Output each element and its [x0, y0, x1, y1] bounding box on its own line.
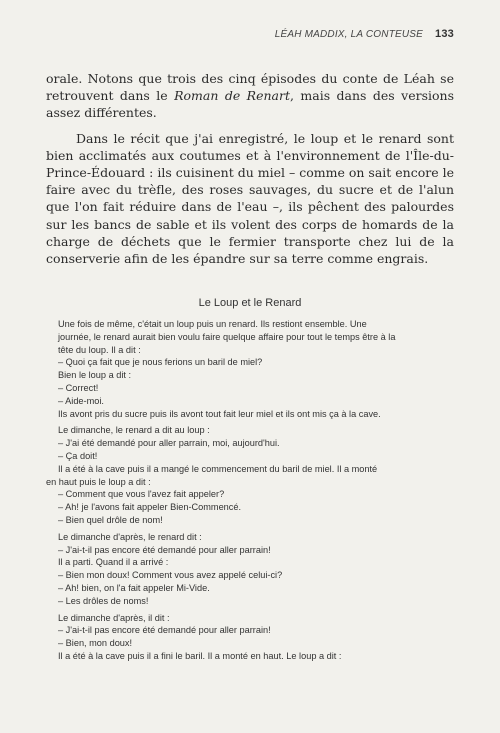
- tale-line: Le dimanche, le renard a dit au loup :: [58, 425, 210, 436]
- tale-line: journée, le renard aurait bien voulu faire quelque affaire pour tout le temps être à la: [58, 331, 396, 342]
- tale-line: Une fois de même, c'était un loup puis un renard. Ils restiont ensemble. Une: [58, 319, 367, 329]
- body-text: [46, 70, 454, 267]
- tale-excerpt: [46, 318, 454, 663]
- tale-line: – Correct!: [58, 382, 99, 393]
- paragraph-2: Dans le récit que j'ai enregistré, le loup et le renard sont bien acclimatés aux coutumes et à l'environnement de l'Île-du-Prince-Édouard : ils cuisinent du miel – comme on sait encore le faire avec du trèfle, des roses sauvages, du sucre et de l'alun que l'on fait réduire dans de l'eau –, ils pêchent des palourdes sur les bancs de sable et ils volent des corps de homards de la charge de déchets que le fermier transporte chez lui de la conserverie afin de les épandre sur sa terre comme engrais.: [46, 130, 454, 267]
- running-header: [275, 28, 454, 40]
- page-number: 133: [435, 28, 454, 40]
- tale-line: – Bien, mon doux!: [58, 638, 133, 649]
- tale-line: – Bien quel drôle de nom!: [58, 514, 163, 525]
- paragraph-1: orale. Notons que trois des cinq épisodes du conte de Léah se retrouvent dans le Roman de Renart, mais dans des versions assez différentes.: [46, 71, 454, 121]
- tale-line: – Bien mon doux! Comment vous avez appelé celui-ci?: [58, 570, 283, 581]
- tale-line: Le dimanche d'après, le renard dit :: [58, 531, 202, 542]
- tale-line: en haut puis le loup a dit :: [46, 476, 151, 487]
- tale-line: – Les drôles de noms!: [58, 595, 149, 606]
- tale-line: Il a été à la cave puis il a fini le baril. Il a monté en haut. Le loup a dit :: [58, 650, 342, 661]
- tale-line: – Ah! bien, on l'a fait appeler Mi-Vide.: [58, 582, 210, 593]
- tale-line: Il a parti. Quand il a arrivé :: [58, 557, 169, 568]
- tale-line: – Quoi ça fait que je nous ferions un baril de miel?: [58, 357, 263, 368]
- tale-line: – Ah! je l'avons fait appeler Bien-Commencé.: [58, 502, 242, 513]
- tale-line: Il a été à la cave puis il a mangé le commencement du baril de miel. Il a monté: [58, 463, 378, 474]
- tale-title: Le Loup et le Renard: [198, 297, 302, 309]
- tale-line: – Comment que vous l'avez fait appeler?: [58, 489, 225, 500]
- tale-line: – J'ai-t-il pas encore été demandé pour aller parrain!: [58, 625, 271, 636]
- tale-line: – J'ai-t-il pas encore été demandé pour aller parrain!: [58, 544, 271, 555]
- tale-line: – Aide-moi.: [58, 395, 104, 406]
- tale-line: – J'ai été demandé pour aller parrain, moi, aujourd'hui.: [58, 438, 280, 449]
- tale-line: Le dimanche d'après, il dit :: [58, 612, 170, 623]
- tale-line: – Ça doit!: [58, 450, 98, 461]
- tale-line: Bien le loup a dit :: [58, 370, 132, 381]
- running-title: LÉAH MADDIX, LA CONTEUSE: [274, 29, 424, 40]
- book-title: Roman de Renart: [174, 88, 290, 104]
- tale-line: tête du loup. Il a dit :: [58, 344, 141, 355]
- tale-line: Ils avont pris du sucre puis ils avont tout fait leur miel et ils ont mis ça à la cave.: [58, 408, 381, 419]
